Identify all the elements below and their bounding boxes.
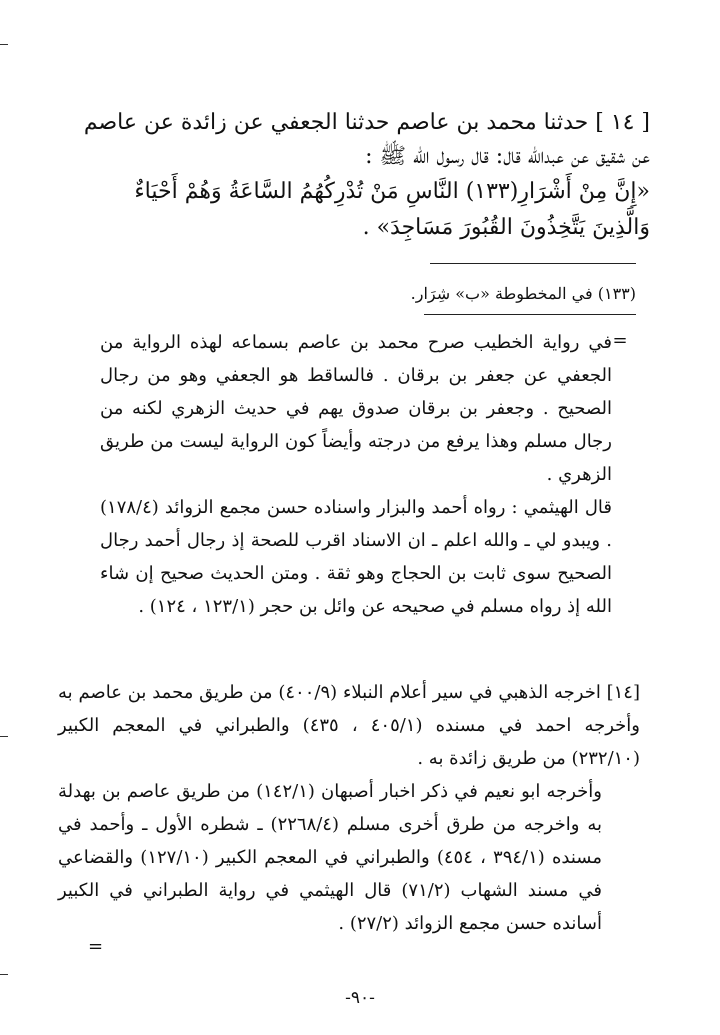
left-edge-tick-bottom — [0, 974, 8, 975]
hadith-chain-line-2: عن شقيق عن عبدالله قال: قال رسول الله ﷺ : — [365, 144, 650, 169]
left-edge-tick-top — [0, 44, 8, 45]
footnote-divider-top — [430, 263, 636, 264]
continuation-marker-end: = — [88, 936, 104, 957]
hadith-quote-line-2: وَالَّذِينَ يَتَّخِذُونَ القُبُورَ مَسَاجِدَ» . — [362, 215, 650, 240]
hadith-quote-line-1: «إِنَّ مِنْ أَشْرَارِ(١٣٣) النَّاسِ مَنْ تُدْرِكُهُمُ السَّاعَةُ وَهُمْ أَحْيَاءٌ — [134, 179, 650, 204]
commentary-paragraph-1: في رواية الخطيب صرح محمد بن عاصم بسماعه لهذه الرواية من الجعفي عن جعفر بن برقان . فالساقط هو الجعفي وهو من رجال الصحيح . وجعفر بن برقان صدوق يهم في حديث الزهري لكنه من رجال مسلم وهذا يرفع من درجته وأيضاً كون الرواية ليست من طريق الزهري . — [100, 332, 612, 485]
takhrij-paragraph-1: [١٤] اخرجه الذهبي في سير أعلام النبلاء (٤٠٠/٩) من طريق محمد بن عاصم به وأخرجه احمد في مسنده (٤٠٥/١ ، ٤٣٥) والطبراني في المعجم الكبير (٢٣٢/١٠) من طريق زائدة به . — [58, 682, 641, 769]
footnote-divider-bottom — [424, 314, 636, 315]
hadith-chain-line-1: [ ١٤ ] حدثنا محمد بن عاصم حدثنا الجعفي عن زائدة عن عاصم — [83, 110, 650, 135]
footnote: (١٣٣) في المخطوطة «ب» شِرَار. — [410, 284, 636, 303]
takhrij-paragraph-2: وأخرجه ابو نعيم في ذكر اخبار أصبهان (١٤٢/١) من طريق عاصم بن بهدلة به واخرجه من طرق أخرى مسلم (٢٢٦٨/٤) ـ شطره الأول ـ وأحمد في مسنده (٣٩٤/١ ، ٤٥٤) والطبراني في المعجم الكبير (١٢٧/١٠) والقضاعي في مسند الشهاب (٧١/٢) قال الهيثمي في رواية الطبراني في الكبير أسانده حسن مجمع الزوائد (٢٧/٢) . — [58, 781, 603, 934]
page-number: -٩٠- — [345, 988, 375, 1008]
hadith-text — [70, 106, 650, 246]
commentary-paragraph-2: قال الهيثمي : رواه أحمد والبزار واسناده حسن مجمع الزوائد (١٧٨/٤) . ويبدو لي ـ والله اعلم ـ ان الاسناد اقرب للصحة إذ رجال أحمد رجال الصحيح سوى ثابت بن الحجاج وهو ثقة . ومتن الحديث صحيح إن شاء الله إذ رواه مسلم في صحيحه عن وائل بن حجر (١٢٣/١ ، ١٢٤) . — [100, 497, 612, 617]
continuation-marker: = — [612, 330, 628, 351]
commentary-block — [100, 326, 640, 623]
left-edge-tick-middle — [0, 736, 8, 737]
takhrij-block — [58, 676, 640, 940]
